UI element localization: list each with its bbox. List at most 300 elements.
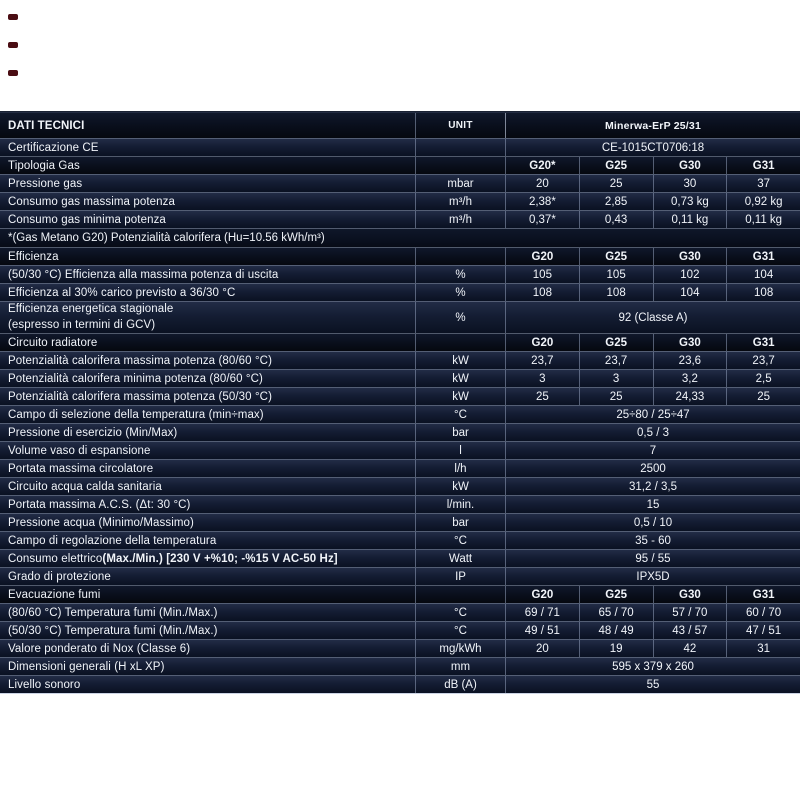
row-value-text: 57 / 70 — [672, 606, 708, 619]
row-value — [505, 175, 579, 192]
row-unit — [415, 211, 505, 228]
row-value-text: 25 — [609, 177, 623, 190]
row-value — [726, 157, 800, 174]
row-value-text: 23,6 — [678, 354, 702, 367]
row-value-text: 104 — [680, 286, 700, 299]
row-value-span-text: 2500 — [640, 462, 666, 475]
row-label-text: Efficienza energetica stagionale — [8, 302, 174, 315]
row-value-text: 49 / 51 — [524, 624, 560, 637]
row-unit — [415, 352, 505, 369]
row-value-span — [505, 478, 800, 495]
row-value-text: 30 — [683, 177, 697, 190]
table-row — [0, 495, 800, 513]
table-row — [0, 423, 800, 441]
row-value-text: 105 — [532, 268, 552, 281]
table-body — [0, 138, 800, 693]
row-value-text: 60 / 70 — [746, 606, 782, 619]
row-value — [579, 284, 653, 301]
row-label — [0, 604, 415, 621]
row-unit-text: l/min. — [446, 498, 475, 511]
row-unit — [415, 658, 505, 675]
row-value — [505, 211, 579, 228]
row-value-text: 0,11 kg — [671, 213, 709, 226]
row-value — [653, 175, 727, 192]
row-unit-text: kW — [452, 480, 469, 493]
row-unit — [415, 424, 505, 441]
row-value — [726, 248, 800, 265]
row-value-span-text: 0,5 / 10 — [633, 516, 673, 529]
row-unit — [415, 302, 505, 333]
row-value-text: 20 — [535, 642, 549, 655]
row-value-text: 3 — [612, 372, 620, 385]
row-unit — [415, 175, 505, 192]
row-value — [505, 193, 579, 210]
row-value-span-text: 55 — [646, 678, 660, 691]
row-unit-text: l/h — [454, 462, 467, 475]
row-unit — [415, 193, 505, 210]
row-label — [0, 424, 415, 441]
row-value — [579, 175, 653, 192]
row-value-span — [505, 550, 800, 567]
table-row — [0, 369, 800, 387]
row-value — [726, 334, 800, 351]
row-unit — [415, 157, 505, 174]
row-label-text: Potenzialità calorifera massima potenza (50/30 °C) — [8, 390, 272, 403]
row-value-text: 20 — [535, 177, 549, 190]
row-label — [0, 676, 415, 693]
row-value-text: G25 — [605, 588, 627, 601]
row-label — [0, 622, 415, 639]
row-unit-text: % — [455, 311, 466, 324]
row-value-text: 108 — [754, 286, 774, 299]
row-label-text: Consumo gas massima potenza — [8, 195, 175, 208]
row-value-text: G20 — [531, 588, 554, 601]
row-value — [579, 604, 653, 621]
row-value-text: 0,37* — [528, 213, 556, 226]
row-value-text: 42 — [683, 642, 697, 655]
row-value-text: 3 — [539, 372, 546, 385]
row-label — [0, 568, 415, 585]
row-unit — [415, 370, 505, 387]
row-value-span — [505, 460, 800, 477]
row-unit-text: mbar — [447, 177, 474, 190]
row-value-text: 25 — [535, 390, 549, 403]
row-value — [726, 193, 800, 210]
row-value — [505, 334, 579, 351]
row-unit-text: kW — [452, 372, 469, 385]
row-unit-text: m³/h — [449, 195, 472, 208]
row-label-text: Potenzialità calorifera minima potenza (80/60 °C) — [8, 372, 263, 385]
row-value-text: 31 — [757, 642, 771, 655]
row-value-text: 105 — [606, 268, 626, 281]
row-value-span — [505, 442, 800, 459]
row-value-span-text: 92 (Classe A) — [618, 311, 688, 324]
row-unit-text: % — [455, 268, 466, 281]
row-value-text: G31 — [752, 250, 775, 263]
row-label — [0, 514, 415, 531]
row-value-text: G30 — [679, 250, 701, 263]
row-value-text: 43 / 57 — [672, 624, 708, 637]
table-row — [0, 477, 800, 495]
row-label — [0, 460, 415, 477]
table-row — [0, 174, 800, 192]
row-value-span-text: 15 — [646, 498, 660, 511]
table-row — [0, 603, 800, 621]
row-value — [726, 640, 800, 657]
row-label — [0, 406, 415, 423]
row-value — [653, 193, 727, 210]
row-value — [579, 640, 653, 657]
table-row — [0, 247, 800, 265]
row-value — [653, 157, 727, 174]
row-value-span — [505, 496, 800, 513]
row-label — [0, 550, 415, 567]
row-label-text: (80/60 °C) Temperatura fumi (Min./Max.) — [8, 606, 218, 619]
table-row — [0, 459, 800, 477]
row-value-span — [505, 302, 800, 333]
row-value-span-text: 595 x 379 x 260 — [612, 660, 694, 673]
row-label — [0, 352, 415, 369]
row-value — [579, 211, 653, 228]
row-unit — [415, 460, 505, 477]
row-value — [726, 622, 800, 639]
row-value — [653, 284, 727, 301]
footnote — [0, 229, 800, 247]
row-label — [0, 211, 415, 228]
row-unit — [415, 586, 505, 603]
row-value-span — [505, 568, 800, 585]
row-label — [0, 334, 415, 351]
row-value — [579, 586, 653, 603]
row-unit — [415, 676, 505, 693]
row-value-text: 25 — [757, 390, 771, 403]
model-column-header: Minerwa-ErP 25/31 — [505, 113, 800, 138]
row-value-text: G25 — [605, 250, 627, 263]
row-label-text: Livello sonoro — [8, 678, 81, 691]
row-label — [0, 442, 415, 459]
row-value-span — [505, 514, 800, 531]
row-value — [505, 352, 579, 369]
row-value-text: 108 — [606, 286, 626, 299]
table-row — [0, 639, 800, 657]
row-value — [505, 157, 579, 174]
row-unit-text: Watt — [448, 552, 473, 565]
row-value — [505, 370, 579, 387]
row-value-text: G30 — [679, 336, 701, 349]
row-label — [0, 284, 415, 301]
table-row — [0, 675, 800, 693]
row-value — [653, 370, 727, 387]
row-value-span-text: 31,2 / 3,5 — [629, 480, 677, 493]
row-value-text: 102 — [680, 268, 700, 281]
row-value — [653, 266, 727, 283]
table-row — [0, 621, 800, 639]
row-value-text: 23,7 — [531, 354, 554, 367]
unit-column-header: UNIT — [415, 113, 505, 138]
table-row — [0, 657, 800, 675]
row-label-text: Tipologia Gas — [8, 159, 80, 172]
row-unit — [415, 406, 505, 423]
table-row — [0, 585, 800, 603]
row-value — [505, 248, 579, 265]
row-label-text: Efficienza al 30% carico previsto a 36/30 °C — [8, 286, 236, 299]
row-value-span-text: 35 - 60 — [635, 534, 671, 547]
row-unit — [415, 478, 505, 495]
row-value-text: G25 — [605, 336, 627, 349]
row-value — [726, 352, 800, 369]
row-value — [653, 586, 727, 603]
row-label-text: Dimensioni generali (H xL XP) — [8, 660, 165, 673]
row-value — [653, 352, 727, 369]
row-unit — [415, 568, 505, 585]
row-value-span — [505, 424, 800, 441]
row-value — [726, 370, 800, 387]
row-value-text: 37 — [757, 177, 771, 190]
row-label-text: (50/30 °C) Efficienza alla massima potenza di uscita — [8, 268, 279, 281]
row-value-text: 48 / 49 — [598, 624, 634, 637]
scan-artifact-dot — [8, 14, 18, 20]
row-unit — [415, 334, 505, 351]
row-unit-text: °C — [454, 534, 467, 547]
row-label-text: Pressione acqua (Minimo/Massimo) — [8, 516, 194, 529]
row-value-text: 23,7 — [604, 354, 628, 367]
row-value-text: G31 — [752, 588, 775, 601]
table-row — [0, 531, 800, 549]
row-label-text: (50/30 °C) Temperatura fumi (Min./Max.) — [8, 624, 218, 637]
row-value-span — [505, 139, 800, 156]
row-unit — [415, 604, 505, 621]
row-label-text: Circuito acqua calda sanitaria — [8, 480, 162, 493]
row-value-text: G20 — [531, 336, 554, 349]
row-unit-text: mm — [450, 660, 471, 673]
row-value-text: 24,33 — [675, 390, 705, 403]
row-label — [0, 193, 415, 210]
row-value-text: 0,43 — [604, 213, 628, 226]
row-value-text: 2,85 — [604, 195, 628, 208]
technical-data-table — [0, 112, 800, 694]
row-value — [653, 604, 727, 621]
row-value — [505, 640, 579, 657]
row-value — [726, 266, 800, 283]
row-label — [0, 586, 415, 603]
table-row — [0, 283, 800, 301]
row-value — [579, 248, 653, 265]
row-label-text: Valore ponderato di Nox (Classe 6) — [8, 642, 191, 655]
row-value-text: 2,5 — [755, 372, 772, 385]
row-value-text: 47 / 51 — [746, 624, 782, 637]
row-label-text: Pressione gas — [8, 177, 83, 190]
footnote-text: *(Gas Metano G20) Potenzialità calorifera (Hu=10.56 kWh/m³) — [8, 232, 325, 244]
row-unit-text: bar — [452, 426, 469, 439]
table-row — [0, 138, 800, 156]
table-row — [0, 301, 800, 333]
row-value-text: G20 — [531, 250, 554, 263]
row-value — [653, 248, 727, 265]
row-value — [579, 352, 653, 369]
row-label-text: Campo di regolazione della temperatura — [8, 534, 217, 547]
row-value — [579, 157, 653, 174]
row-label-text: Consumo elettrico — [8, 552, 103, 565]
row-unit — [415, 640, 505, 657]
row-value-span — [505, 532, 800, 549]
row-value-span — [505, 676, 800, 693]
row-value-span — [505, 406, 800, 423]
row-label — [0, 532, 415, 549]
row-value-span-text: 0,5 / 3 — [637, 426, 669, 439]
table-row — [0, 210, 800, 228]
row-unit-text: °C — [454, 408, 467, 421]
row-unit — [415, 550, 505, 567]
row-value-text: G30 — [679, 588, 701, 601]
row-value — [726, 586, 800, 603]
table-row — [0, 156, 800, 174]
row-unit-text: mg/kWh — [439, 642, 482, 655]
table-row — [0, 513, 800, 531]
table-title: DATI TECNICI — [8, 119, 85, 132]
row-value — [505, 284, 579, 301]
row-unit — [415, 442, 505, 459]
row-value — [653, 211, 727, 228]
table-row — [0, 192, 800, 210]
table-row — [0, 351, 800, 369]
row-value — [726, 211, 800, 228]
row-unit-text: kW — [452, 354, 469, 367]
row-value-text: G30 — [679, 159, 701, 172]
row-value — [653, 640, 727, 657]
row-label — [0, 388, 415, 405]
row-value — [579, 370, 653, 387]
row-value-text: G20* — [529, 159, 556, 172]
scan-artifact-dot — [8, 42, 18, 48]
row-value — [726, 284, 800, 301]
row-value-span — [505, 658, 800, 675]
table-row — [0, 228, 800, 247]
table-row — [0, 567, 800, 585]
row-value — [579, 266, 653, 283]
row-value-text: G25 — [605, 159, 627, 172]
row-value-text: 25 — [609, 390, 623, 403]
row-label-text: Portata massima circolatore — [8, 462, 154, 475]
row-value-text: 23,7 — [752, 354, 775, 367]
row-label-text: Portata massima A.C.S. (Δt: 30 °C) — [8, 498, 191, 511]
row-label-text: Efficienza — [8, 250, 59, 263]
row-value — [653, 334, 727, 351]
row-label-text: Certificazione CE — [8, 141, 99, 154]
row-label — [0, 302, 415, 333]
row-value-text: 0,11 kg — [745, 213, 783, 226]
row-unit — [415, 266, 505, 283]
row-unit — [415, 388, 505, 405]
table-row — [0, 405, 800, 423]
row-unit-text: °C — [454, 624, 467, 637]
row-value-text: 69 / 71 — [524, 606, 560, 619]
row-label-bold: (Max./Min.) [230 V +%10; -%15 V AC-50 Hz] — [102, 552, 338, 565]
row-unit-text: l — [459, 444, 462, 457]
row-value — [505, 586, 579, 603]
table-row — [0, 441, 800, 459]
row-unit-text: IP — [455, 570, 466, 583]
row-value — [579, 388, 653, 405]
row-label-text: Evacuazione fumi — [8, 588, 101, 601]
row-label-text: Grado di protezione — [8, 570, 111, 583]
row-value-text: 0,92 kg — [744, 195, 783, 208]
row-label-text: Circuito radiatore — [8, 336, 98, 349]
row-value — [653, 388, 727, 405]
scan-artifact-dot — [8, 70, 18, 76]
row-value-text: 3,2 — [681, 372, 698, 385]
row-value — [505, 266, 579, 283]
row-label-text: Potenzialità calorifera massima potenza (80/60 °C) — [8, 354, 272, 367]
table-header-row — [0, 112, 800, 138]
row-label-text: Consumo gas minima potenza — [8, 213, 166, 226]
table-row — [0, 265, 800, 283]
row-unit-text: % — [455, 286, 466, 299]
row-value-text: 0,73 kg — [671, 195, 709, 208]
table-row — [0, 549, 800, 567]
row-label — [0, 370, 415, 387]
row-label — [0, 175, 415, 192]
row-value-span-text: 25÷80 / 25÷47 — [616, 408, 690, 421]
row-unit — [415, 622, 505, 639]
row-value — [505, 604, 579, 621]
row-value — [505, 388, 579, 405]
row-label-text: Pressione di esercizio (Min/Max) — [8, 426, 178, 439]
row-unit-text: kW — [452, 390, 469, 403]
row-unit — [415, 284, 505, 301]
row-label — [0, 139, 415, 156]
row-value-text: 2,38* — [528, 195, 556, 208]
row-label-text: Campo di selezione della temperatura (min÷max) — [8, 408, 264, 421]
row-value — [726, 604, 800, 621]
row-value-span-text: CE-1015CT0706:18 — [601, 141, 705, 154]
row-unit-text: °C — [454, 606, 467, 619]
table-row — [0, 333, 800, 351]
row-value — [579, 334, 653, 351]
row-label — [0, 658, 415, 675]
row-value — [505, 622, 579, 639]
row-value — [726, 388, 800, 405]
row-unit-text: dB (A) — [444, 678, 477, 691]
table-row — [0, 387, 800, 405]
row-value-span-text: IPX5D — [636, 570, 670, 583]
row-unit-text: bar — [452, 516, 469, 529]
row-value — [579, 193, 653, 210]
row-unit — [415, 532, 505, 549]
row-unit — [415, 248, 505, 265]
row-value-text: 65 / 70 — [598, 606, 634, 619]
row-unit — [415, 514, 505, 531]
row-value — [579, 622, 653, 639]
row-label-text: Volume vaso di espansione — [8, 444, 151, 457]
row-label-line2: (espresso in termini di GCV) — [8, 318, 156, 331]
row-unit — [415, 496, 505, 513]
row-label — [0, 478, 415, 495]
row-value-text: 108 — [532, 286, 552, 299]
row-label — [0, 496, 415, 513]
row-value — [726, 175, 800, 192]
row-unit — [415, 139, 505, 156]
row-value-span-text: 95 / 55 — [635, 552, 671, 565]
row-value-text: 19 — [609, 642, 623, 655]
row-unit-text: m³/h — [449, 213, 472, 226]
row-value-text: G31 — [752, 159, 775, 172]
row-value-span-text: 7 — [649, 444, 657, 457]
row-label — [0, 640, 415, 657]
row-label — [0, 266, 415, 283]
row-value — [653, 622, 727, 639]
row-label — [0, 157, 415, 174]
row-value-text: G31 — [752, 336, 775, 349]
